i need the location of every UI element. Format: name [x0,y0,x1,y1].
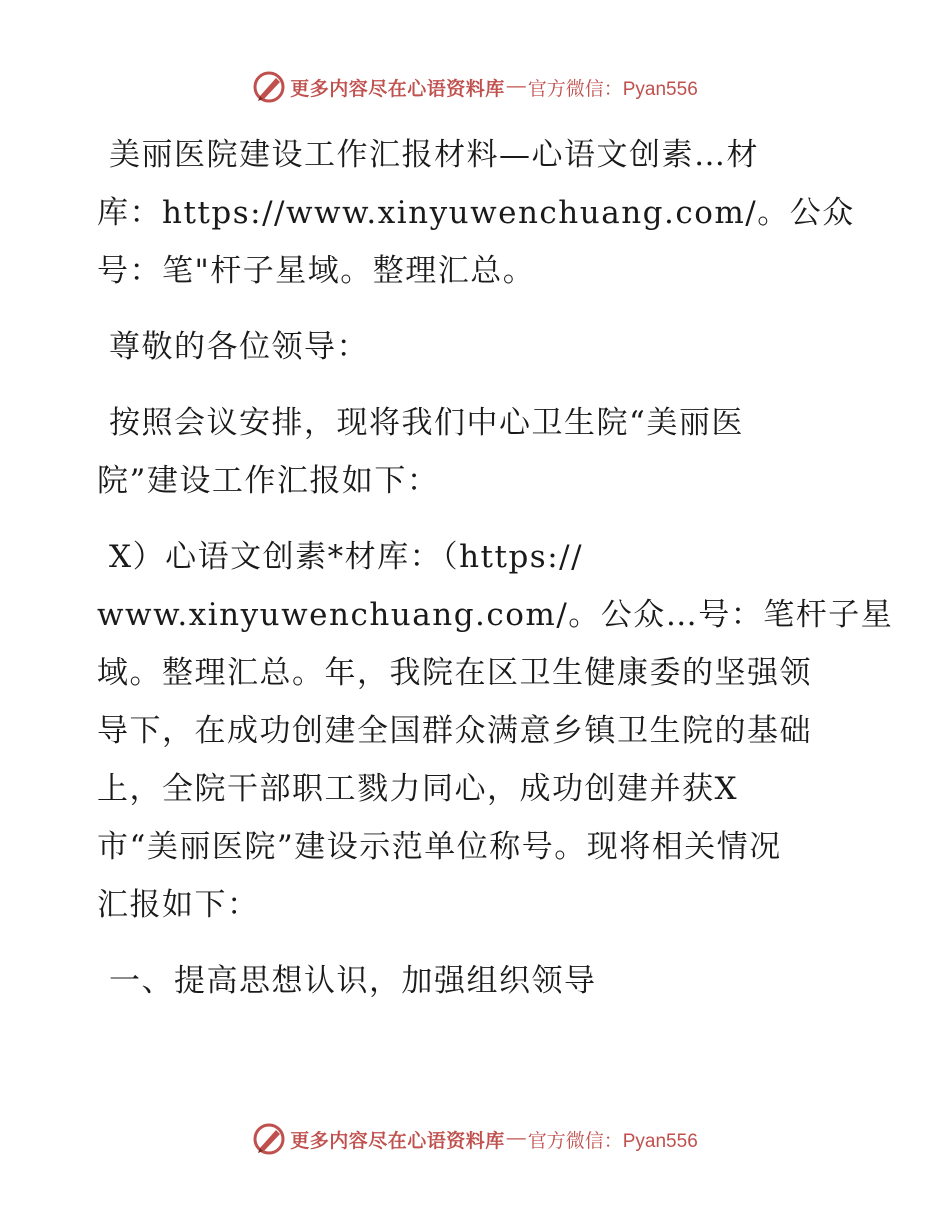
paragraph-summary [97,528,894,934]
text-line: 市“美丽医院”建设示范单位称号。现将相关情况 [97,829,782,865]
text-line: 一、提高思想认识，加强组织领导 [109,963,597,999]
text-line: 院”建设工作汇报如下： [97,463,440,499]
text-line: www.xinyuwenchuang.com/。公众…号：笔杆子星 [97,597,894,633]
paragraph-salutation [97,318,857,376]
text-line: 按照会议安排，现将我们中心卫生院“美丽医 [109,405,744,441]
pen-seal-icon [252,70,286,104]
text-line: 号：笔"杆子星域。整理汇总。 [97,253,536,289]
text-line: 美丽医院建设工作汇报材料—心语文创素…材 [109,137,759,173]
paragraph-intro [97,394,857,510]
footer-watermark [0,1122,950,1156]
document-body [97,126,894,1028]
text-line: 导下，在成功创建全国群众满意乡镇卫生院的基础 [97,713,812,749]
paragraph-title [97,126,857,300]
text-line: 库：https://www.xinyuwenchuang.com/。公众 [97,195,855,231]
watermark-dash: — [506,76,526,97]
text-line: X）心语文创素*材库：（https:// [109,539,584,575]
watermark-official-wechat: 官方微信：Pyan556 [527,78,698,100]
text-line: 汇报如下： [97,887,260,923]
watermark-official-wechat: 官方微信：Pyan556 [527,1130,698,1152]
text-line: 尊敬的各位领导： [109,329,369,365]
header-watermark [0,70,950,104]
text-line: 域。整理汇总。年，我院在区卫生健康委的坚强领 [97,655,812,691]
watermark-dash: — [506,1128,526,1149]
watermark-brand: 更多内容尽在心语资料库 [290,1129,505,1152]
text-line: 上，全院干部职工戮力同心，成功创建并获X [97,771,739,807]
pen-seal-icon [252,1122,286,1156]
watermark-brand: 更多内容尽在心语资料库 [290,77,505,100]
section-heading [97,952,857,1010]
